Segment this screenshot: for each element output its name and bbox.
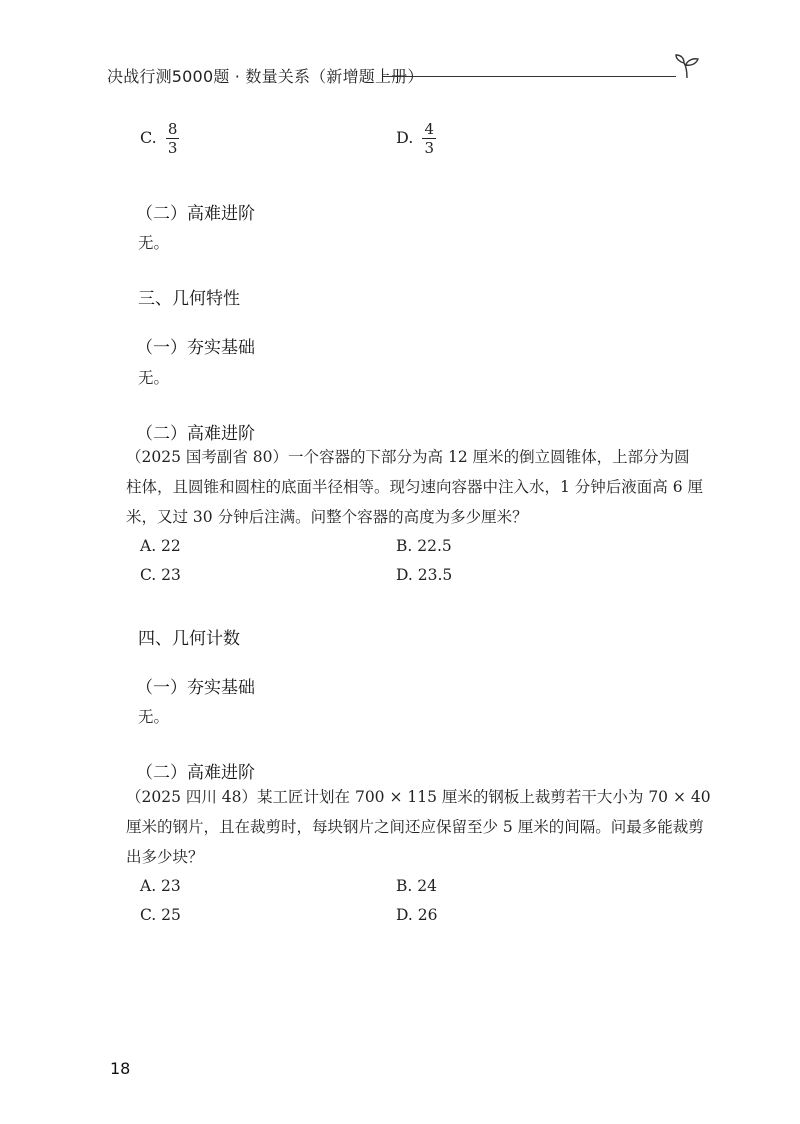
section4-option-b: B. 24 xyxy=(396,877,437,895)
option-c-numerator: 8 xyxy=(167,120,178,138)
section4-heading: 四、几何计数 xyxy=(138,629,240,649)
option-c xyxy=(140,120,179,157)
header-rule xyxy=(383,76,676,77)
section3-question xyxy=(126,442,703,532)
section3-advanced-heading: （二）高难进阶 xyxy=(136,424,255,444)
option-d-denominator: 3 xyxy=(424,139,434,157)
section4-option-a: A. 23 xyxy=(140,877,181,895)
option-d-numerator: 4 xyxy=(424,120,434,138)
sprout-icon xyxy=(672,50,702,80)
option-d-fraction xyxy=(422,120,436,157)
section3-option-d: D. 23.5 xyxy=(396,566,453,584)
section4-option-c: C. 25 xyxy=(140,906,181,924)
section3-option-a: A. 22 xyxy=(140,537,181,555)
s2-advanced-text: 无。 xyxy=(138,234,170,252)
section3-question-line: 米，又过 30 分钟后注满。问整个容器的高度为多少厘米？ xyxy=(126,508,528,526)
option-d-label: D. xyxy=(396,128,414,147)
section3-option-c: C. 23 xyxy=(140,566,181,584)
s2-advanced-heading: （二）高难进阶 xyxy=(136,204,255,224)
section4-basic-text: 无。 xyxy=(138,708,170,726)
section4-question-line: （2025 四川 48）某工匠计划在 700 × 115 厘米的钢板上裁剪若干大小为 70 × 40 xyxy=(126,788,711,806)
section3-question-line: 柱体，且圆锥和圆柱的底面半径相等。现匀速向容器中注入水，1 分钟后液面高 6 厘 xyxy=(126,478,704,496)
running-header-title: 决战行测5000题 · 数量关系（新增题上册） xyxy=(107,67,424,86)
section3-heading: 三、几何特性 xyxy=(138,289,240,309)
section4-question-line: 厘米的钢片，且在裁剪时，每块钢片之间还应保留至少 5 厘米的间隔。问最多能裁剪 xyxy=(126,818,704,836)
section3-option-b: B. 22.5 xyxy=(396,537,452,555)
option-c-fraction xyxy=(166,120,180,157)
section3-question-line: （2025 国考副省 80）一个容器的下部分为高 12 厘米的倒立圆锥体，上部分为圆 xyxy=(126,448,690,466)
section4-advanced-heading: （二）高难进阶 xyxy=(136,763,255,783)
page-number: 18 xyxy=(110,1059,131,1078)
section4-question-line: 出多少块？ xyxy=(126,848,204,866)
section4-basic-heading: （一）夯实基础 xyxy=(136,678,255,698)
option-d xyxy=(396,120,436,157)
section4-question xyxy=(126,782,711,872)
option-c-label: C. xyxy=(140,128,157,147)
section4-option-d: D. 26 xyxy=(396,906,438,924)
section3-basic-text: 无。 xyxy=(138,369,170,387)
option-c-denominator: 3 xyxy=(167,139,178,157)
section3-basic-heading: （一）夯实基础 xyxy=(136,338,255,358)
